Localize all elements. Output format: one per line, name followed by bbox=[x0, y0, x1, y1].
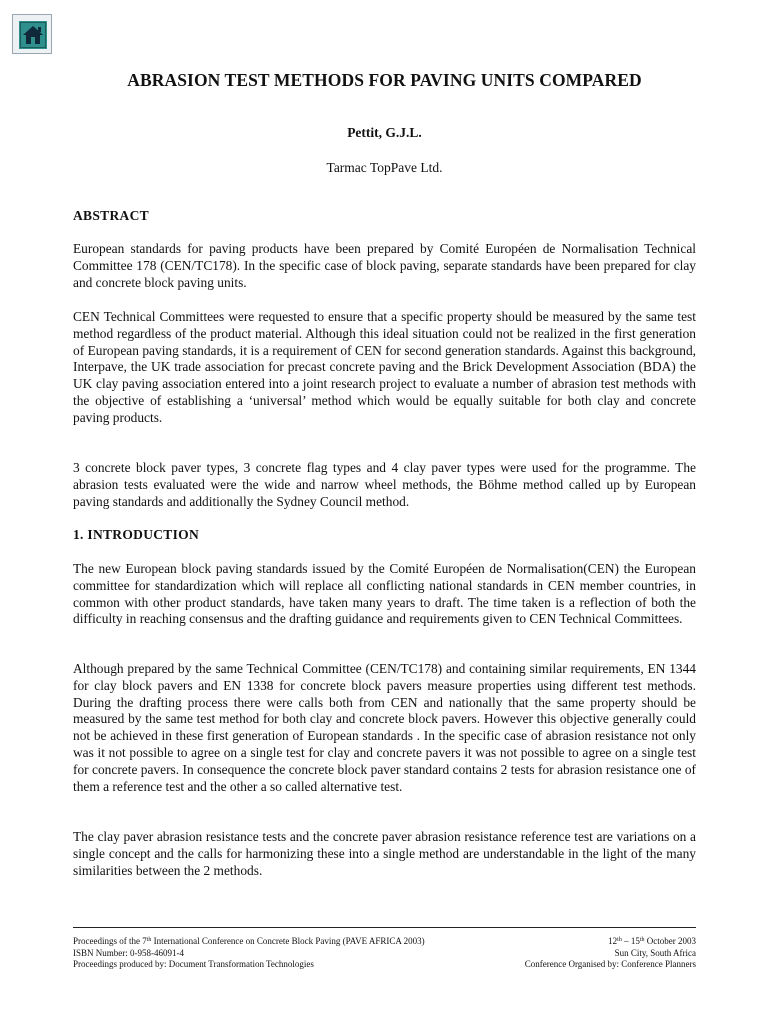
abstract-paragraph: 3 concrete block paver types, 3 concrete flag types and 4 clay paver types were used for the programme. The abrasion tests evaluated were the wide and narrow wheel methods, the Böhme method called up by European paving standards and additionally the Sydney Council method. bbox=[73, 460, 696, 509]
introduction-paragraph: The new European block paving standards issued by the Comité Européen de Normalisation(CEN) the European committee for standardization which will replace all conflicting national standards in CEN member countries, in common with other product standards, have taken many years to draft. The time taken is a reflection of both the difficulty in reaching consensus and the drafting guidance and requirements given to CEN Technical Committees. bbox=[73, 561, 696, 627]
home-button[interactable] bbox=[12, 14, 52, 54]
footer-location: Sun City, South Africa bbox=[614, 947, 696, 958]
footer-right bbox=[525, 936, 696, 971]
footer-proceedings-line: Proceedings of the 7th International Conference on Concrete Block Paving (PAVE AFRICA 2003) bbox=[73, 936, 425, 946]
introduction-heading: 1. INTRODUCTION bbox=[73, 527, 200, 542]
footer-organiser: Conference Organised by: Conference Planners bbox=[524, 959, 696, 970]
abstract-paragraph: European standards for paving products have been prepared by Comité Européen de Normalisation Technical Committee 178 (CEN/TC178). In the specific case of block paving, separate standards have been prepared for clay and concrete block paving units. bbox=[73, 241, 696, 290]
home-icon bbox=[19, 21, 47, 49]
author-name: Pettit, G.J.L. bbox=[347, 125, 422, 140]
footer-isbn: ISBN Number: 0-958-46091-4 bbox=[73, 947, 184, 958]
abstract-paragraph: CEN Technical Committees were requested to ensure that a specific property should be measured by the same test method regardless of the product material. Although this ideal situation could not be realized in the first generation of European paving standards, it is a requirement of CEN for second generation standards. Against this background, Interpave, the UK trade association for precast concrete paving and the Brick Development Association (BDA) the UK clay paving association entered into a joint research project to evaluate a number of abrasion test methods with the objective of establishing a ‘universal’ method which would be equally suitable for both clay and concrete paving products. bbox=[73, 309, 696, 425]
footer-left bbox=[73, 936, 425, 971]
introduction-paragraph: Although prepared by the same Technical Committee (CEN/TC178) and containing similar requirements, EN 1344 for clay block pavers and EN 1338 for concrete block pavers measure properties using different test methods. During the drafting process there were calls both from CEN and nationally that the same property should be measured by the same test method for both clay and concrete block pavers. However this objective generally could not be achieved in these first generation of European standards . In the specific case of abrasion resistance not only was it not possible to agree on a single test for clay and concrete pavers it was not possible to agree on a single test for concrete pavers. In consequence the concrete block paver standard contains 2 tests for abrasion resistance one of them a reference test and the other a so called alternative test. bbox=[73, 661, 696, 794]
footer-producer: Proceedings produced by: Document Transformation Technologies bbox=[73, 959, 314, 970]
introduction-paragraph: The clay paver abrasion resistance tests and the concrete paver abrasion resistance reference test are variations on a single concept and the calls for harmonizing these into a single method are understandable in the light of the many similarities between the 2 methods. bbox=[73, 829, 696, 878]
paper-title: ABRASION TEST METHODS FOR PAVING UNITS COMPARED bbox=[127, 70, 642, 90]
footer-divider bbox=[73, 927, 696, 928]
abstract-heading: ABSTRACT bbox=[73, 208, 149, 223]
footer-conference-dates: 12th – 15th October 2003 bbox=[608, 936, 696, 946]
author-affiliation: Tarmac TopPave Ltd. bbox=[326, 160, 443, 175]
